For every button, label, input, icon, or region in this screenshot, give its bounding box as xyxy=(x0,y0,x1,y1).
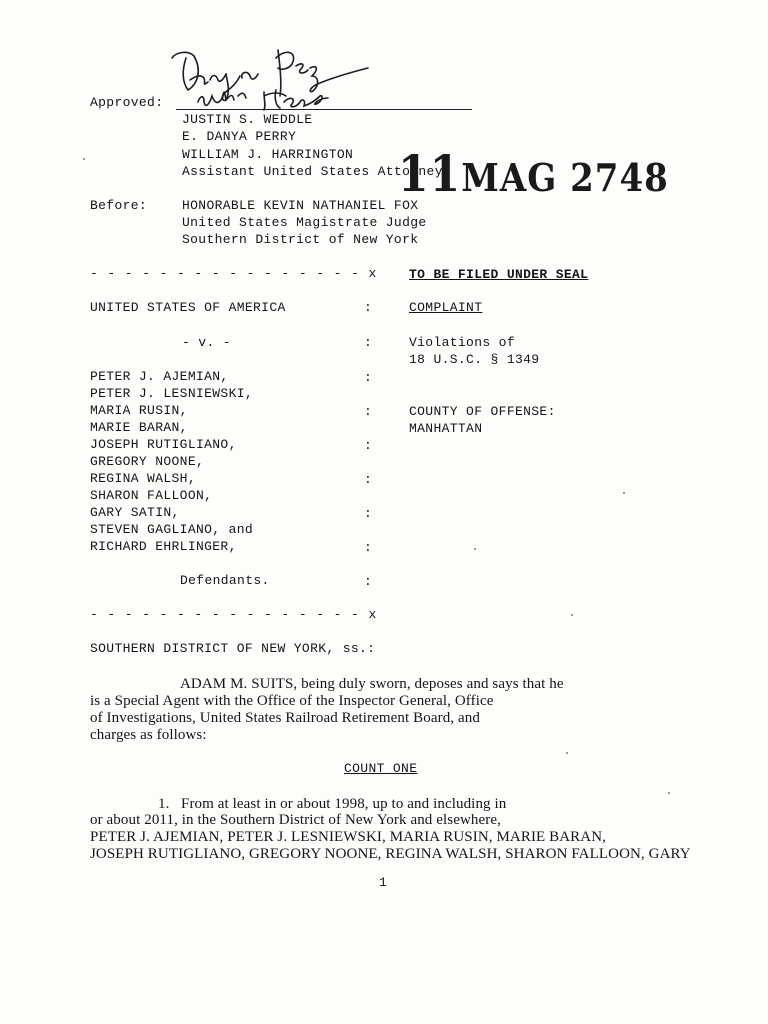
defendant-name: GARY SATIN, xyxy=(90,505,180,520)
caption-colon: : xyxy=(364,472,373,487)
violations-line: 18 U.S.C. § 1349 xyxy=(409,352,540,367)
approver-name: E. DANYA PERRY xyxy=(182,129,297,144)
caption-dash-line: - - - - - - - - - - - - - - - - x xyxy=(90,266,378,281)
scan-speck xyxy=(623,492,625,494)
defendant-name: SHARON FALLOON, xyxy=(90,488,213,503)
versus: - v. - xyxy=(182,335,231,350)
intro-line: is a Special Agent with the Office of the Inspector General, Office xyxy=(90,693,494,709)
defendant-name: RICHARD EHRLINGER, xyxy=(90,539,237,554)
defendant-name: PETER J. AJEMIAN, xyxy=(90,369,229,384)
before-label: Before: xyxy=(90,198,148,213)
defendant-name: MARIE BARAN, xyxy=(90,420,188,435)
document-type: COMPLAINT xyxy=(409,300,483,315)
defendant-name: PETER J. LESNIEWSKI, xyxy=(90,386,254,401)
caption-colon: : xyxy=(364,300,373,315)
caption-dash-line: - - - - - - - - - - - - - - - - x xyxy=(90,607,378,622)
county-line: MANHATTAN xyxy=(409,421,483,436)
paragraph-line: PETER J. AJEMIAN, PETER J. LESNIEWSKI, MARIA RUSIN, MARIE BARAN, xyxy=(90,829,607,845)
defendant-name: STEVEN GAGLIANO, and xyxy=(90,522,254,537)
county-line: COUNTY OF OFFENSE: xyxy=(409,404,556,419)
scan-speck xyxy=(474,548,476,550)
caption-colon: : xyxy=(364,335,373,350)
approved-label: Approved: xyxy=(90,95,164,110)
stamp-number: 11 xyxy=(398,146,462,204)
caption-colon: : xyxy=(364,438,373,453)
defendant-name: JOSEPH RUTIGLIANO, xyxy=(90,437,237,452)
scan-speck xyxy=(571,614,573,616)
page-number: 1 xyxy=(379,875,388,890)
venue-line: SOUTHERN DISTRICT OF NEW YORK, ss.: xyxy=(90,641,376,656)
judge-line: United States Magistrate Judge xyxy=(182,215,427,230)
approver-title: Assistant United States Attorney xyxy=(182,164,443,179)
defendant-name: REGINA WALSH, xyxy=(90,471,196,486)
scan-speck xyxy=(83,158,85,160)
intro-line: charges as follows: xyxy=(90,727,207,743)
intro-line: of Investigations, United States Railroad Retirement Board, and xyxy=(90,710,480,726)
stamp-text: MAG 2748 xyxy=(461,156,669,201)
judge-line: Southern District of New York xyxy=(182,232,419,247)
caption-colon: : xyxy=(364,574,373,589)
intro-line: ADAM M. SUITS, being duly sworn, deposes and says that he xyxy=(180,676,564,692)
defendants-label: Defendants. xyxy=(180,573,270,588)
caption-colon: : xyxy=(364,404,373,419)
defendant-name: MARIA RUSIN, xyxy=(90,403,188,418)
caption-colon: : xyxy=(364,370,373,385)
scan-speck xyxy=(566,752,568,754)
violations-line: Violations of xyxy=(409,335,515,350)
paragraph-line: 1. From at least in or about 1998, up to and including in xyxy=(158,796,507,812)
plaintiff-name: UNITED STATES OF AMERICA xyxy=(90,300,286,315)
paragraph-line: or about 2011, in the Southern District of New York and elsewhere, xyxy=(90,812,501,828)
approver-name: WILLIAM J. HARRINGTON xyxy=(182,147,354,162)
judge-line: HONORABLE KEVIN NATHANIEL FOX xyxy=(182,198,419,213)
paragraph-line: JOSEPH RUTIGLIANO, GREGORY NOONE, REGINA WALSH, SHARON FALLOON, GARY xyxy=(90,846,691,862)
count-heading: COUNT ONE xyxy=(344,761,418,776)
defendant-name: GREGORY NOONE, xyxy=(90,454,205,469)
caption-colon: : xyxy=(364,506,373,521)
seal-notice: TO BE FILED UNDER SEAL xyxy=(409,267,589,282)
handwritten-signature xyxy=(168,40,383,116)
caption-colon: : xyxy=(364,540,373,555)
scan-speck xyxy=(668,792,670,794)
signature-line xyxy=(176,109,472,110)
case-number-stamp xyxy=(398,146,669,203)
approver-name: JUSTIN S. WEDDLE xyxy=(182,112,313,127)
